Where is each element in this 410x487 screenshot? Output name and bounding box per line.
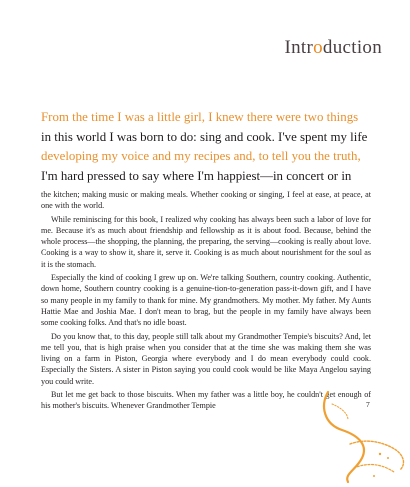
page-number: 7 [366,400,370,409]
body-paragraph-5: But let me get back to those biscuits. When my father was a little boy, he couldn't get enough of his mother's biscuits. Whenever Grandmother Tempie [41,390,371,411]
chapter-title [284,37,382,59]
lead-line-1: From the time I was a little girl, I knew there were two things [41,110,359,124]
lead-line-3: developing my voice and my recipes and, to tell you the truth, [41,149,361,163]
body-paragraph-2: While reminiscing for this book, I realized why cooking has always been such a labor of love for me. Because it's as much about friendship and fellowship as it is about food. Because, behind the whole process—the shopping, the planning, the preparing, the serving—cooking is really about love. Cooking is a way to show it, share it, serve it. Cooking is as much about nourishment for the soul as it is the stomach. [41,214,371,269]
lead-paragraph [41,108,391,186]
chapter-title-prefix: Intr [284,37,314,58]
lead-line-2: in this world I was born to do: sing and cook. I've spent my life [41,129,368,144]
body-paragraph-4: Do you know that, to this day, people still talk about my Grandmother Tempie's biscuits? And, let me tell you, that is high praise when you consider that at the time she was making them she was living on a farm in Piston, Georgia where everybody and I do mean everybody could cook. Especially the Sisters. A sister in Piston saying you could cook would be like Maya Angelou saying you could write. [41,331,371,386]
decorative-swirl-ornament [318,384,410,487]
chapter-title-suffix: duction [322,37,382,58]
lead-line-4: I'm hard pressed to say where I'm happiest—in concert or in [41,168,352,183]
body-paragraph-3: Especially the kind of cooking I grew up on. We're talking Southern, country cooking. Authentic, down home, Southern country cooking is a genuine-tion-to-generation pass-it-down gift, and I have so many people in my family to thank for mine. My grandmothers. My mother. My father. My Aunts Hattie Mae and Joshia Mae. I don't mean to brag, but the people in my family have always been some cooking folks. And that's no idle boast. [41,273,371,328]
chapter-title-accent-letter: o [313,37,323,58]
body-paragraph-1: the kitchen; making music or making meals. Whether cooking or singing, I feel at ease, at peace, at one with the world. [41,190,371,211]
body-text [41,189,371,412]
